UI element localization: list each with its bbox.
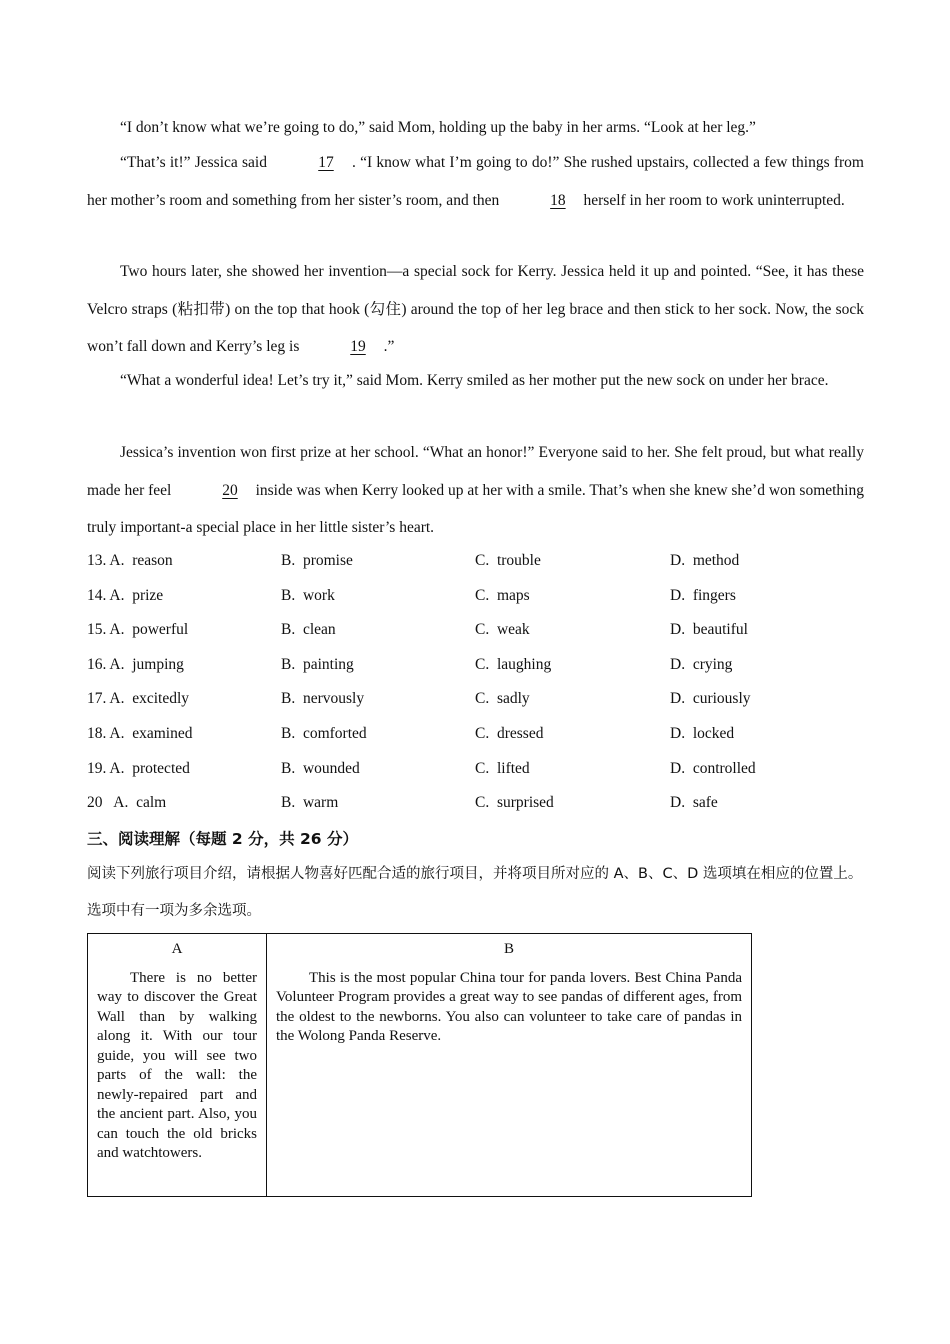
reading-cell-a: [88, 934, 267, 1197]
blank-18[interactable]: 18: [550, 191, 566, 209]
option-c[interactable]: C. weak: [475, 621, 530, 639]
option-d[interactable]: D. method: [670, 552, 740, 569]
story-paragraph-4: [87, 362, 864, 400]
option-a[interactable]: 14. A. prize: [87, 586, 164, 604]
option-b[interactable]: B. warm: [281, 794, 339, 812]
option-b[interactable]: B. work: [281, 586, 335, 604]
story-text: “I don’t know what we’re going to do,” said Mom, holding up the baby in her arms. “Look at her leg.”: [120, 119, 756, 136]
story-text: Two hours later, she showed her invention—a special sock for Kerry. Jessica held it up and pointed. “See, it has these Velcro straps (粘扣带) on the top that hook (勾住) around the top of her leg brace and then stick to her sock. Now, the sock won’t fall down and Kerry’s leg is: [87, 263, 864, 355]
story-paragraph-1: [87, 109, 864, 147]
option-a[interactable]: 19. A. protected: [87, 759, 190, 777]
cell-label-b: B: [503, 941, 514, 957]
reading-table: [87, 933, 752, 1197]
option-a[interactable]: 15. A. powerful: [87, 621, 189, 639]
cell-text-a: There is no better way to discover the Great Wall than by walking along it. With our tour guide, you will see two parts of the wall: the newly-repaired part and the ancient part. Also, you can touch the old bricks and watchtowers.: [97, 969, 257, 1161]
reading-cell-b: [267, 934, 752, 1197]
question-row-16: [87, 650, 887, 685]
story-text: “What a wonderful idea! Let’s try it,” said Mom. Kerry smiled as her mother put the new sock on under her brace.: [120, 372, 829, 389]
story-paragraph-3: [87, 253, 864, 366]
option-a[interactable]: 18. A. examined: [87, 724, 193, 742]
answer-options: [87, 546, 887, 823]
option-d[interactable]: D. crying: [670, 655, 733, 673]
option-c[interactable]: C. dressed: [475, 724, 544, 742]
option-c[interactable]: C. sadly: [475, 690, 530, 708]
question-row-17: [87, 684, 887, 719]
option-d[interactable]: D. curiously: [670, 690, 751, 708]
story-text: herself in her room to work uninterrupted.: [583, 191, 845, 209]
option-b[interactable]: B. wounded: [281, 759, 360, 777]
option-b[interactable]: B. clean: [281, 621, 336, 639]
option-c[interactable]: C. lifted: [475, 759, 530, 777]
option-a[interactable]: 16. A. jumping: [87, 655, 184, 673]
story-text: Jessica’s invention won first prize at her school. “What an honor!” Everyone said to her. She felt proud, but what really made her feel: [87, 444, 864, 499]
option-b[interactable]: B. promise: [281, 552, 353, 569]
question-row-15: [87, 615, 887, 650]
option-c[interactable]: C. trouble: [475, 552, 541, 569]
option-c[interactable]: C. maps: [475, 586, 530, 604]
question-row-14: [87, 581, 887, 616]
option-d[interactable]: D. safe: [670, 794, 718, 812]
section-title: 三、阅读理解（每题 2 分，共 26 分）: [87, 830, 358, 848]
option-b[interactable]: B. comforted: [281, 724, 367, 742]
blank-19[interactable]: 19: [350, 338, 366, 355]
story-text: .”: [383, 338, 395, 355]
blank-17[interactable]: 17: [318, 154, 334, 171]
option-d[interactable]: D. fingers: [670, 586, 736, 604]
cell-text-b: This is the most popular China tour for panda lovers. Best China Panda Volunteer Program provides a great way to see pandas of different ages, from the oldest to the newborns. You also can volunteer to take care of pandas in the Wolong Panda Reserve.: [276, 969, 742, 1044]
question-row-20: [87, 788, 887, 823]
option-b[interactable]: B. painting: [281, 655, 354, 673]
option-d[interactable]: D. controlled: [670, 759, 756, 777]
story-text: inside was when Kerry looked up at her with a smile. That’s when she knew she’d won something truly important-a special place in her little sister’s heart.: [87, 481, 864, 536]
option-d[interactable]: D. beautiful: [670, 621, 748, 639]
option-c[interactable]: C. laughing: [475, 655, 552, 673]
story-paragraph-2: [87, 144, 864, 219]
section-instructions: 阅读下列旅行项目介绍，请根据人物喜好匹配合适的旅行项目，并将项目所对应的 A、B、C、D 选项填在相应的位置上。选项中有一项为多余选项。: [87, 866, 863, 919]
option-a[interactable]: 13. A. reason: [87, 552, 173, 569]
option-b[interactable]: B. nervously: [281, 690, 365, 708]
story-text: . “I know what I’m going to do!” She rushed upstairs, collected a few things from her mother’s room and something from her sister’s room, and then: [87, 154, 864, 209]
story-paragraph-5: [87, 434, 864, 547]
cell-label-a: A: [171, 941, 183, 957]
option-c[interactable]: C. surprised: [475, 794, 554, 812]
option-d[interactable]: D. locked: [670, 724, 735, 742]
question-row-19: [87, 754, 887, 789]
option-a[interactable]: 17. A. excitedly: [87, 690, 190, 708]
question-row-18: [87, 719, 887, 754]
option-a[interactable]: 20 A. calm: [87, 794, 167, 812]
question-row-13: [87, 546, 887, 581]
blank-20[interactable]: 20: [222, 481, 238, 499]
story-text: “That’s it!” Jessica said: [120, 154, 267, 171]
